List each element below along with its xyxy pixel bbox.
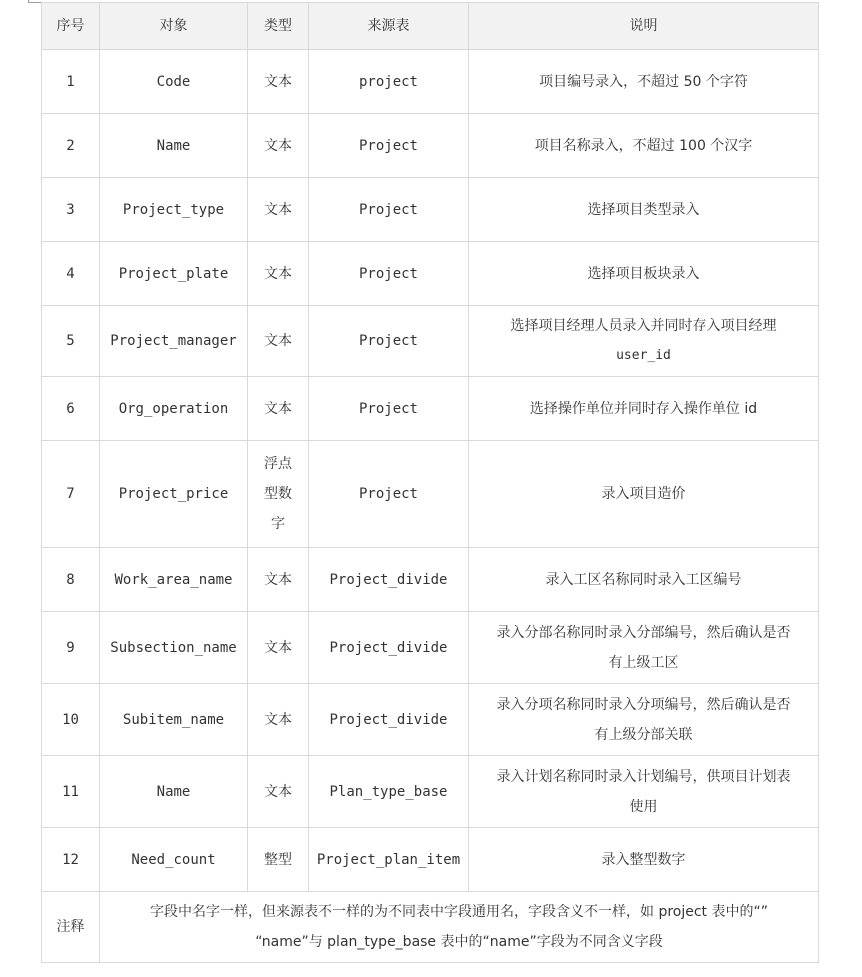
cell-object: Project_type xyxy=(100,178,248,242)
cell-desc: 项目编号录入，不超过 50 个字符 xyxy=(469,50,819,114)
cell-desc-line: 使用 xyxy=(629,798,658,815)
cell-desc xyxy=(469,756,819,828)
cell-type-line: 字 xyxy=(271,516,285,532)
table-row xyxy=(42,828,819,892)
cell-no: 3 xyxy=(42,178,100,242)
cell-object: Subitem_name xyxy=(100,684,248,756)
table-row xyxy=(42,242,819,306)
cell-desc: 选择操作单位并同时存入操作单位 id xyxy=(469,377,819,441)
table-row xyxy=(42,684,819,756)
cell-type: 文本 xyxy=(248,756,309,828)
cell-object: Code xyxy=(100,50,248,114)
cell-desc-line: 有上级分部关联 xyxy=(594,726,693,743)
cell-no: 1 xyxy=(42,50,100,114)
cell-type: 文本 xyxy=(248,242,309,306)
cell-source: Project xyxy=(309,178,469,242)
cell-desc: 选择项目类型录入 xyxy=(469,178,819,242)
cell-type-line: 型数 xyxy=(264,486,292,502)
header-type: 类型 xyxy=(248,3,309,50)
cell-source: project xyxy=(309,50,469,114)
cell-type: 文本 xyxy=(248,548,309,612)
cell-type: 文本 xyxy=(248,684,309,756)
cell-type: 文本 xyxy=(248,114,309,178)
table-anchor-mark xyxy=(28,0,41,3)
cell-object: Work_area_name xyxy=(100,548,248,612)
cell-type: 文本 xyxy=(248,612,309,684)
cell-no: 8 xyxy=(42,548,100,612)
cell-desc-line: 选择项目经理人员录入并同时存入项目经理 xyxy=(510,318,777,334)
cell-source: Project_divide xyxy=(309,684,469,756)
cell-desc: 录入工区名称同时录入工区编号 xyxy=(469,548,819,612)
cell-type: 整型 xyxy=(248,828,309,892)
cell-object: Name xyxy=(100,756,248,828)
table-row xyxy=(42,114,819,178)
note-line: 字段中名字一样，但来源表不一样的为不同表中字段通用名，字段含义不一样，如 project 表中的“” xyxy=(150,904,768,920)
header-no: 序号 xyxy=(42,3,100,50)
note-line: “name”与 plan_type_base 表中的“name”字段为不同含义字段 xyxy=(255,934,663,950)
cell-no: 9 xyxy=(42,612,100,684)
cell-source: Project xyxy=(309,377,469,441)
cell-desc-line: user_id xyxy=(616,348,671,363)
cell-desc-line: 录入分项名称同时录入分项编号，然后确认是否 xyxy=(496,696,791,713)
cell-source: Project_divide xyxy=(309,612,469,684)
cell-type: 文本 xyxy=(248,306,309,377)
table-row xyxy=(42,756,819,828)
cell-type: 文本 xyxy=(248,50,309,114)
cell-no: 12 xyxy=(42,828,100,892)
cell-desc: 录入整型数字 xyxy=(469,828,819,892)
cell-source: Project_plan_item xyxy=(309,828,469,892)
cell-no: 7 xyxy=(42,441,100,548)
cell-desc xyxy=(469,684,819,756)
header-object: 对象 xyxy=(100,3,248,50)
cell-type-line: 浮点 xyxy=(264,456,292,472)
cell-object: Project_plate xyxy=(100,242,248,306)
cell-desc-line: 录入分部名称同时录入分部编号，然后确认是否 xyxy=(496,624,791,641)
cell-source: Project xyxy=(309,114,469,178)
note-row xyxy=(42,892,819,963)
cell-no: 5 xyxy=(42,306,100,377)
cell-desc xyxy=(469,612,819,684)
table-row xyxy=(42,548,819,612)
cell-object: Project_manager xyxy=(100,306,248,377)
cell-object: Name xyxy=(100,114,248,178)
table-row xyxy=(42,50,819,114)
note-text xyxy=(100,892,819,963)
cell-source: Plan_type_base xyxy=(309,756,469,828)
cell-source: Project xyxy=(309,242,469,306)
table-row xyxy=(42,178,819,242)
table-row xyxy=(42,306,819,377)
cell-no: 2 xyxy=(42,114,100,178)
cell-type xyxy=(248,441,309,548)
cell-source: Project_divide xyxy=(309,548,469,612)
table-row xyxy=(42,377,819,441)
cell-type: 文本 xyxy=(248,377,309,441)
cell-object: Project_price xyxy=(100,441,248,548)
cell-desc-line: 录入计划名称同时录入计划编号，供项目计划表 xyxy=(496,768,791,785)
cell-desc xyxy=(469,306,819,377)
cell-object: Org_operation xyxy=(100,377,248,441)
cell-no: 10 xyxy=(42,684,100,756)
cell-desc: 项目名称录入，不超过 100 个汉字 xyxy=(469,114,819,178)
note-label: 注释 xyxy=(42,892,100,963)
field-spec-table xyxy=(41,2,819,963)
header-desc: 说明 xyxy=(469,3,819,50)
cell-type: 文本 xyxy=(248,178,309,242)
cell-desc: 录入项目造价 xyxy=(469,441,819,548)
cell-desc-line: 有上级工区 xyxy=(608,654,679,671)
cell-object: Need_count xyxy=(100,828,248,892)
table-header-row xyxy=(42,3,819,50)
cell-desc: 选择项目板块录入 xyxy=(469,242,819,306)
cell-source: Project xyxy=(309,441,469,548)
header-source: 来源表 xyxy=(309,3,469,50)
table-row xyxy=(42,612,819,684)
cell-object: Subsection_name xyxy=(100,612,248,684)
cell-no: 6 xyxy=(42,377,100,441)
cell-no: 4 xyxy=(42,242,100,306)
table-row xyxy=(42,441,819,548)
cell-source: Project xyxy=(309,306,469,377)
cell-no: 11 xyxy=(42,756,100,828)
